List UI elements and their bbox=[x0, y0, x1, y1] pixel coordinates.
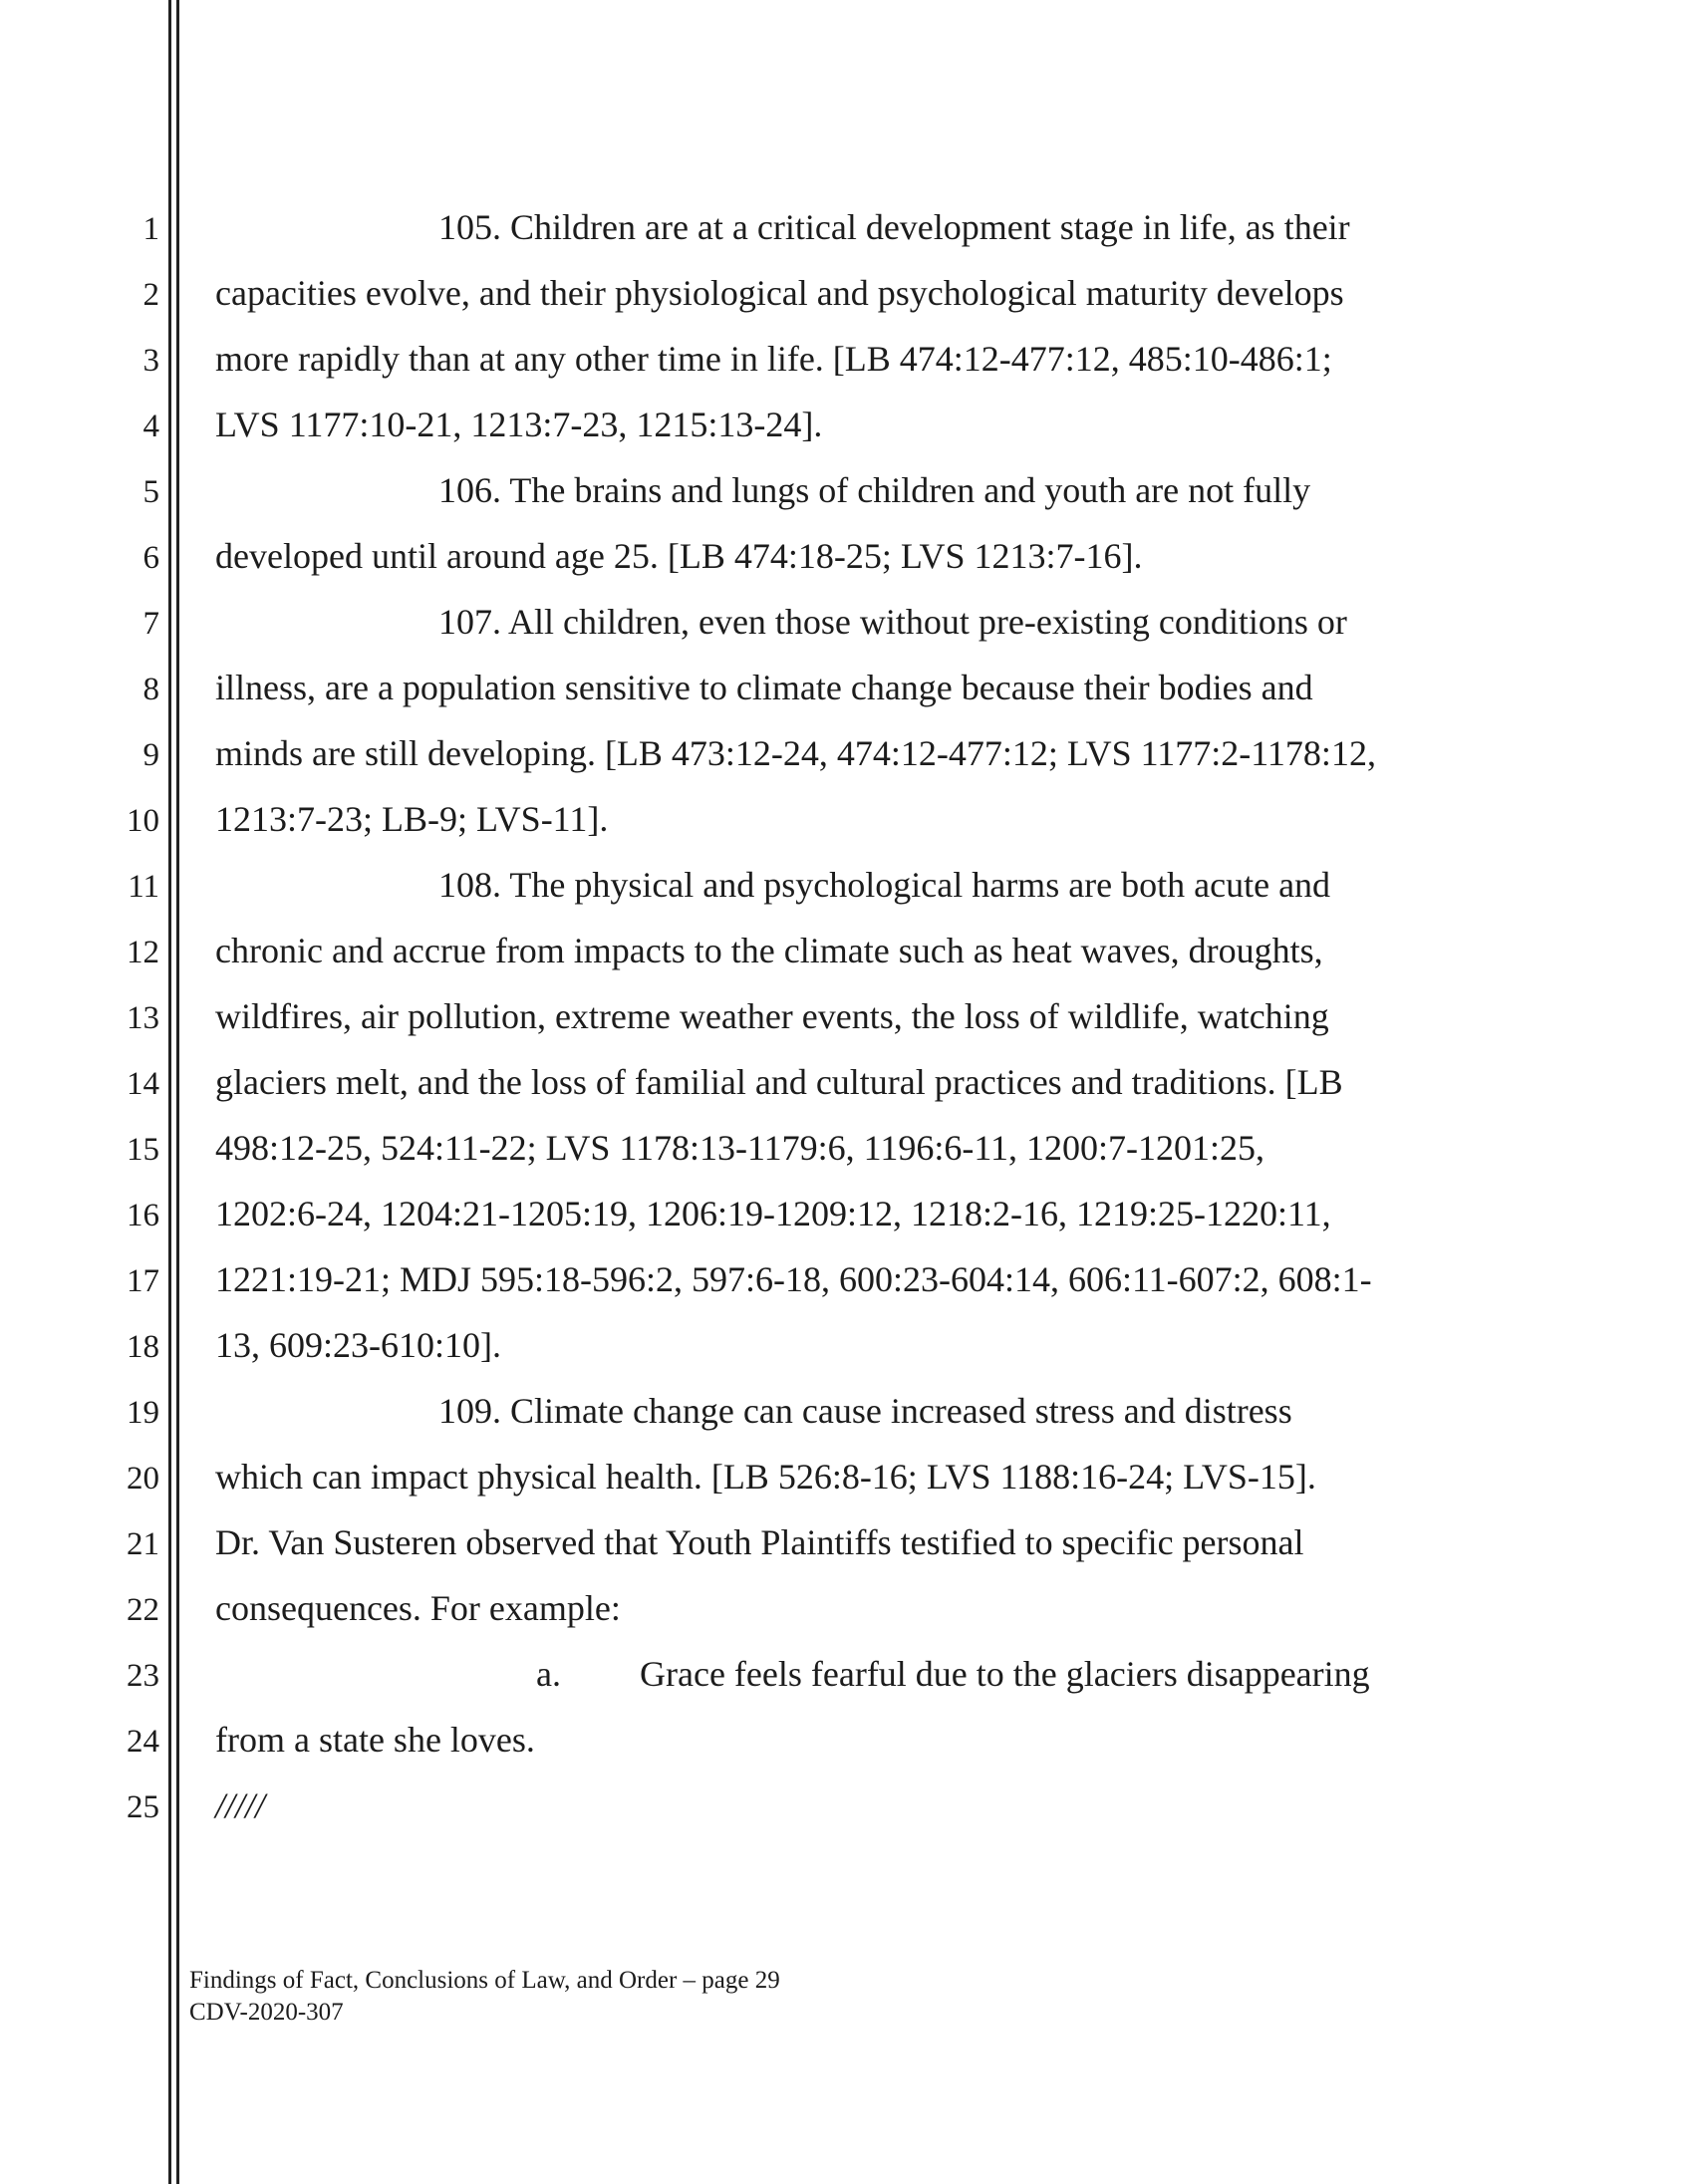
line-number: 16 bbox=[127, 1198, 159, 1233]
paragraph-109-line: 109. Climate change can cause increased stress and distress bbox=[438, 1391, 1292, 1431]
paragraph-108-line: glaciers melt, and the loss of familial and cultural practices and traditions. [LB bbox=[215, 1062, 1343, 1102]
line-number: 17 bbox=[127, 1263, 159, 1299]
line-number: 13 bbox=[127, 1000, 159, 1036]
line-number: 10 bbox=[127, 803, 159, 839]
paragraph-105-line: LVS 1177:10-21, 1213:7-23, 1215:13-24]. bbox=[215, 405, 823, 444]
continuation-marker: ///// bbox=[215, 1785, 266, 1825]
paragraph-108-line: 1202:6-24, 1204:21-1205:19, 1206:19-1209:12, 1218:2-16, 1219:25-1220:11, bbox=[215, 1194, 1331, 1233]
line-number: 19 bbox=[127, 1395, 159, 1431]
line-number: 1 bbox=[142, 211, 159, 247]
paragraph-106-line: 106. The brains and lungs of children and youth are not fully bbox=[438, 470, 1311, 510]
line-number: 18 bbox=[127, 1329, 159, 1365]
line-number: 14 bbox=[127, 1066, 159, 1102]
paragraph-105-line: 105. Children are at a critical development stage in life, as their bbox=[438, 207, 1350, 247]
line-number: 12 bbox=[127, 935, 159, 970]
paragraph-107-line: 1213:7-23; LB-9; LVS-11]. bbox=[215, 799, 609, 839]
subparagraph-a-line bbox=[536, 1654, 1370, 1694]
line-number: 7 bbox=[142, 606, 159, 642]
line-number: 2 bbox=[142, 277, 159, 313]
paragraph-106-line: developed until around age 25. [LB 474:18-25; LVS 1213:7-16]. bbox=[215, 536, 1143, 576]
paragraph-107-line: 107. All children, even those without pre-existing conditions or bbox=[438, 602, 1347, 642]
paragraph-109-line: which can impact physical health. [LB 526:8-16; LVS 1188:16-24; LVS-15]. bbox=[215, 1457, 1316, 1497]
line-number: 25 bbox=[127, 1789, 159, 1825]
paragraph-107-line: illness, are a population sensitive to climate change because their bodies and bbox=[215, 668, 1313, 707]
paragraph-109-line: consequences. For example: bbox=[215, 1588, 621, 1628]
paragraph-108-line: chronic and accrue from impacts to the climate such as heat waves, droughts, bbox=[215, 931, 1323, 970]
line-number: 15 bbox=[127, 1132, 159, 1168]
line-number: 6 bbox=[142, 540, 159, 576]
paragraph-105-line: capacities evolve, and their physiological and psychological maturity develops bbox=[215, 273, 1344, 313]
paragraph-108-line: wildfires, air pollution, extreme weather events, the loss of wildlife, watching bbox=[215, 996, 1329, 1036]
line-number: 23 bbox=[127, 1658, 159, 1694]
line-number: 4 bbox=[142, 409, 159, 444]
line-number: 5 bbox=[142, 474, 159, 510]
paragraph-109-line: Dr. Van Susteren observed that Youth Plaintiffs testified to specific personal bbox=[215, 1522, 1304, 1562]
left-margin-rule-1 bbox=[168, 0, 171, 2184]
paragraph-108-line: 13, 609:23-610:10]. bbox=[215, 1325, 501, 1365]
paragraph-108-line: 1221:19-21; MDJ 595:18-596:2, 597:6-18, 600:23-604:14, 606:11-607:2, 608:1- bbox=[215, 1259, 1372, 1299]
footer-case-number: CDV-2020-307 bbox=[189, 1999, 344, 2026]
subparagraph-a-line: from a state she loves. bbox=[215, 1720, 535, 1760]
line-number: 22 bbox=[127, 1592, 159, 1628]
subparagraph-label: a. bbox=[536, 1654, 561, 1694]
paragraph-105-line: more rapidly than at any other time in life. [LB 474:12-477:12, 485:10-486:1; bbox=[215, 339, 1332, 379]
line-number: 21 bbox=[127, 1526, 159, 1562]
line-number: 24 bbox=[127, 1724, 159, 1760]
line-number: 3 bbox=[142, 343, 159, 379]
left-margin-rule-2 bbox=[176, 0, 179, 2184]
footer-title: Findings of Fact, Conclusions of Law, and Order – page 29 bbox=[189, 1967, 780, 1994]
subparagraph-a-text: Grace feels fearful due to the glaciers disappearing bbox=[640, 1654, 1370, 1694]
line-number: 8 bbox=[142, 672, 159, 707]
line-number: 11 bbox=[128, 869, 159, 905]
line-number: 20 bbox=[127, 1461, 159, 1497]
line-number: 9 bbox=[142, 737, 159, 773]
paragraph-107-line: minds are still developing. [LB 473:12-24, 474:12-477:12; LVS 1177:2-1178:12, bbox=[215, 733, 1376, 773]
paragraph-108-line: 108. The physical and psychological harms are both acute and bbox=[438, 865, 1331, 905]
paragraph-108-line: 498:12-25, 524:11-22; LVS 1178:13-1179:6, 1196:6-11, 1200:7-1201:25, bbox=[215, 1128, 1264, 1168]
